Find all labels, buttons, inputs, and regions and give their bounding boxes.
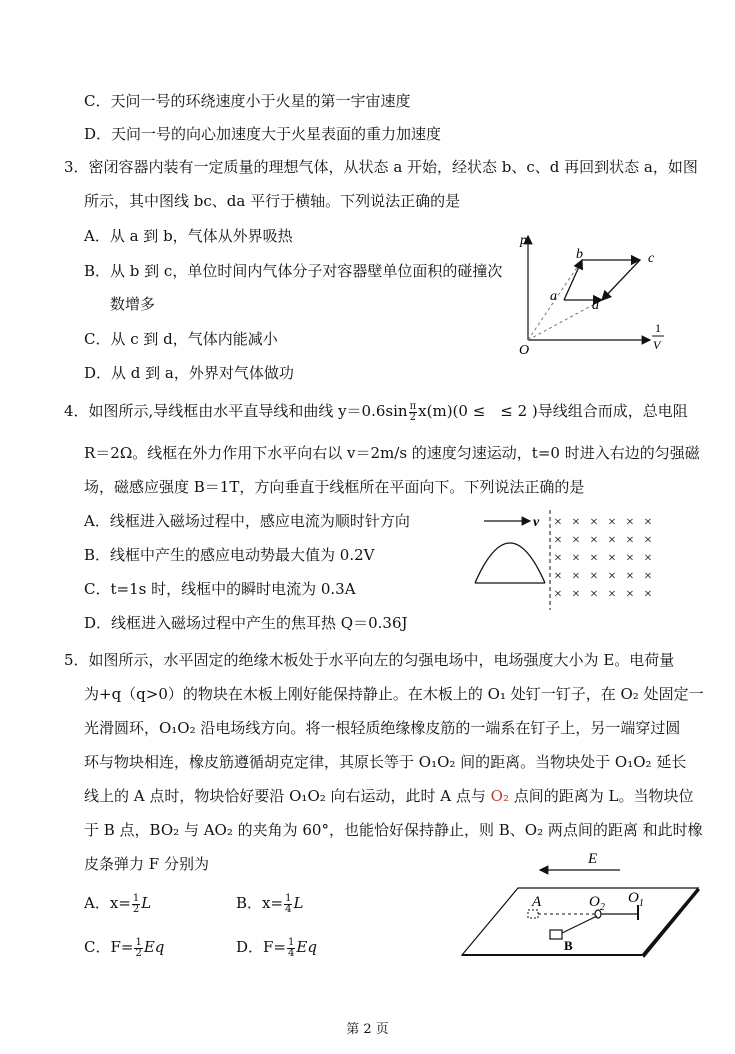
q5-point-o1: $O_1$: [628, 890, 644, 909]
q4-stem-line3: 场，磁感应强度 B＝1T，方向垂直于线框所在平面向下。下列说法正确的是: [84, 478, 585, 496]
field-cross: ×: [572, 533, 580, 548]
q3-point-c: c: [648, 251, 655, 266]
q4-field-diagram: [470, 508, 670, 613]
field-cross: ×: [572, 587, 580, 602]
field-cross: ×: [572, 551, 580, 566]
q5-stem-line1: 5．如图所示，水平固定的绝缘木板处于水平向左的匀强电场中，电场强度大小为 E。电荷量: [64, 651, 675, 669]
q4-velocity-label: v: [533, 515, 540, 530]
q5-o2-highlight: O₂: [490, 787, 509, 805]
q4-option-a: A．线框进入磁场过程中，感应电流为顺时针方向: [84, 512, 410, 530]
field-cross: ×: [626, 533, 634, 548]
q5-stem-line7: 皮条弹力 F 分别为: [84, 855, 209, 873]
field-cross: ×: [626, 569, 634, 584]
field-cross: ×: [626, 515, 634, 530]
q4-option-b: B．线框中产生的感应电动势最大值为 0.2V: [84, 546, 375, 564]
field-cross: ×: [626, 551, 634, 566]
field-cross: ×: [572, 569, 580, 584]
q3-stem-line1: 3．密闭容器内装有一定质量的理想气体，从状态 a 开始，经状态 b、c、d 再回到状态 a，如图: [64, 158, 698, 176]
q2-option-c: C．天问一号的环绕速度小于火星的第一宇宙速度: [84, 92, 411, 110]
q3-point-b: b: [576, 247, 583, 262]
q4-stem-post: x(m)(0 ≤ ≤ 2 )导线组合而成，总电阻: [418, 402, 688, 420]
q5-point-o2: $O_2$: [589, 894, 605, 913]
q4-stem-line2: R＝2Ω。线框在外力作用下水平向右以 v＝2m/s 的速度匀速运动，t=0 时进入右边的匀强磁: [84, 444, 700, 462]
field-cross: ×: [644, 533, 652, 548]
field-cross: ×: [554, 551, 562, 566]
q4-stem-pre: 4．如图所示,导线框由水平直导线和曲线 y＝0.6sin: [64, 402, 408, 420]
q5-option-c: C．F= $\frac{1}{2}$ Eq: [84, 936, 165, 959]
q4-stem-fraction: $\frac{\pi}{2}$: [409, 400, 417, 423]
q3-axis-x-num: 1: [655, 321, 661, 335]
q3-option-a: A．从 a 到 b，气体从外界吸热: [84, 227, 293, 245]
q5-stem-line3: 光滑圆环，O₁O₂ 沿电场线方向。将一根轻质绝缘橡皮筋的一端系在钉子上，另一端穿过圆: [84, 719, 681, 737]
field-cross: ×: [644, 569, 652, 584]
field-cross: ×: [572, 515, 580, 530]
q2-option-d: D．天问一号的向心加速度大于火星表面的重力加速度: [84, 125, 442, 143]
q5-stem-line5: 线上的 A 点时，物块恰好要沿 O₁O₂ 向右运动，此时 A 点与 O₂ 点间的距离为 L。当物块位: [84, 787, 694, 805]
q5-option-a: A．x= $\frac{1}{2}$ L: [84, 892, 152, 915]
field-cross: ×: [554, 533, 562, 548]
q3-option-b-line2: 数增多: [110, 295, 156, 313]
field-cross: ×: [590, 587, 598, 602]
q5-point-a: A: [532, 894, 542, 910]
q3-stem-line2: 所示，其中图线 bc、da 平行于横轴。下列说法正确的是: [84, 192, 461, 210]
q5-stem-line4: 环与物块相连，橡皮筋遵循胡克定律，其原长等于 O₁O₂ 间的距离。当物块处于 O₁O₂ 延长: [84, 753, 687, 771]
field-cross: ×: [626, 587, 634, 602]
q5-point-b: B: [564, 938, 573, 953]
q3-pv-diagram: [510, 228, 680, 358]
field-cross: ×: [554, 587, 562, 602]
field-cross: ×: [590, 515, 598, 530]
q3-option-c: C．从 c 到 d，气体内能减小: [84, 330, 278, 348]
q5-field-label: E: [588, 851, 598, 867]
q4-stem-line1: [64, 401, 688, 423]
field-cross: ×: [644, 587, 652, 602]
q3-point-d: d: [592, 298, 599, 313]
q3-option-d: D．从 d 到 a，外界对气体做功: [84, 364, 294, 382]
q4-option-c: C．t=1s 时，线框中的瞬时电流为 0.3A: [84, 580, 356, 598]
q5-stem-line6: 于 B 点，BO₂ 与 AO₂ 的夹角为 60°，也能恰好保持静止，则 B、O₂ 两点间的距离 和此时橡: [84, 821, 703, 839]
field-cross: ×: [608, 515, 616, 530]
field-cross: ×: [590, 551, 598, 566]
q3-axis-x-den: V: [653, 338, 661, 352]
field-cross: ×: [608, 551, 616, 566]
q3-point-a: a: [550, 289, 557, 304]
q5-board-diagram: [460, 850, 700, 960]
q5-option-b: B．x= $\frac{1}{4}$ L: [236, 892, 304, 915]
field-cross: ×: [554, 515, 562, 530]
field-cross: ×: [644, 515, 652, 530]
field-cross: ×: [644, 551, 652, 566]
q5-option-d: D．F= $\frac{1}{4}$ Eq: [236, 936, 317, 959]
field-cross: ×: [590, 569, 598, 584]
q3-axis-p: p: [520, 233, 527, 248]
q3-option-b-line1: B．从 b 到 c，单位时间内气体分子对容器壁单位面积的碰撞次: [84, 262, 503, 280]
field-cross: ×: [554, 569, 562, 584]
field-cross: ×: [590, 533, 598, 548]
q5-stem-line2: 为+q（q>0）的物块在木板上刚好能保持静止。在木板上的 O₁ 处钉一钉子，在 O₂ 处固定一: [84, 685, 704, 703]
page-footer: 第 2 页: [346, 1022, 389, 1037]
field-cross: ×: [608, 569, 616, 584]
field-cross: ×: [608, 533, 616, 548]
q3-origin-label: O: [519, 343, 530, 358]
q4-option-d: D．线框进入磁场过程中产生的焦耳热 Q＝0.36J: [84, 614, 408, 632]
field-cross: ×: [608, 587, 616, 602]
q4-field-crosses: [554, 515, 652, 602]
